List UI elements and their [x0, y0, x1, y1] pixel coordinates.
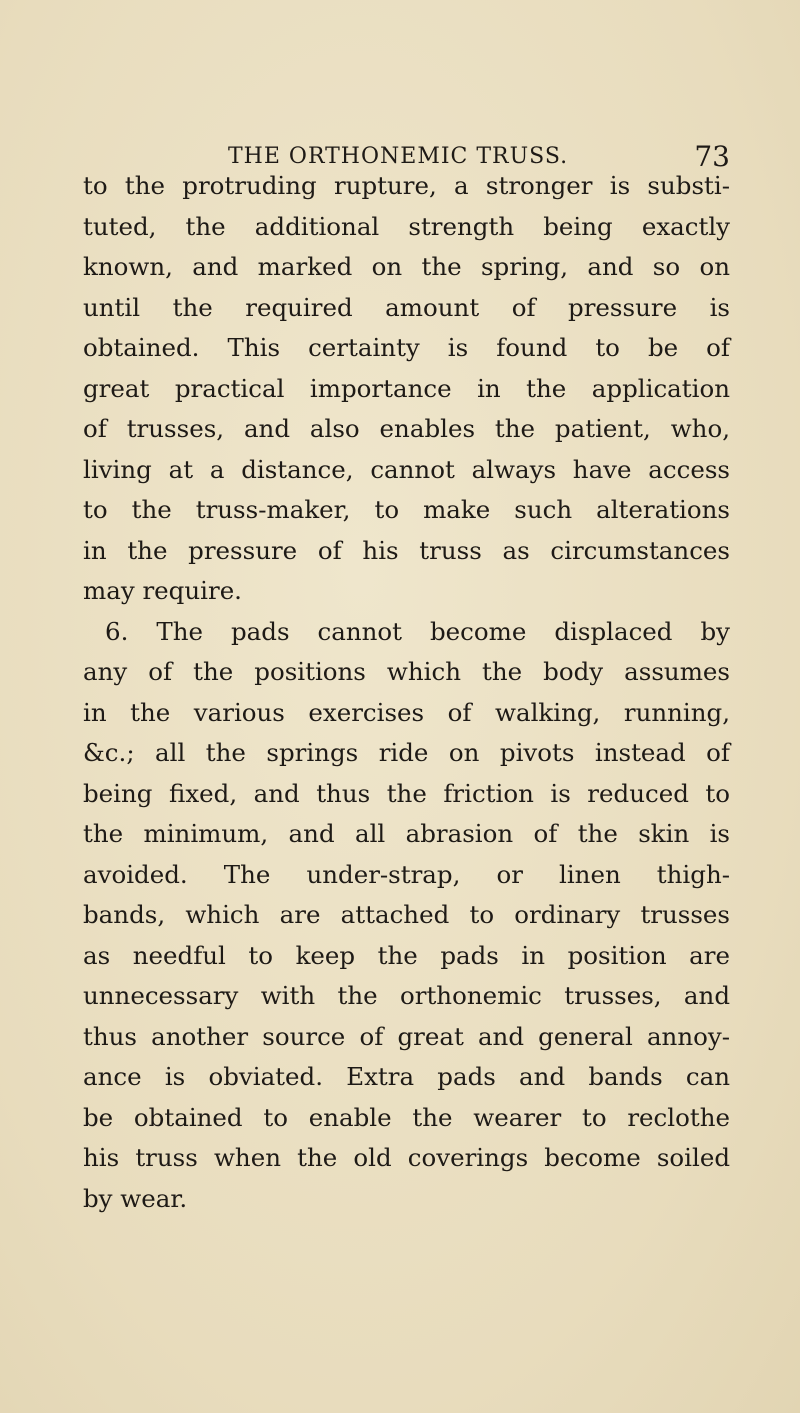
- text-line: obtained. This certainty is found to be of: [83, 333, 730, 362]
- text-line: in the pressure of his truss as circumstances: [83, 535, 730, 565]
- text-line: living at a distance, cannot always have access: [83, 454, 730, 484]
- page-number: 73: [694, 140, 730, 173]
- text-line: to the protruding rupture, a stronger is substi-: [83, 171, 730, 200]
- text-line: bands, which are attached to ordinary trusses: [83, 900, 730, 929]
- paragraph-start-line: 6. The pads cannot become displaced by: [105, 616, 730, 646]
- paragraph-end-line: by wear.: [83, 1183, 188, 1213]
- text-line: avoided. The under-strap, or linen thigh-: [83, 859, 730, 889]
- text-line: be obtained to enable the wearer to reclothe: [83, 1102, 730, 1132]
- text-line: being fixed, and thus the friction is reduced to: [83, 778, 730, 808]
- text-line: until the required amount of pressure is: [83, 292, 730, 322]
- text-line: tuted, the additional strength being exactly: [83, 211, 730, 241]
- text-line: &c.; all the springs ride on pivots instead of: [83, 738, 730, 767]
- text-line: known, and marked on the spring, and so on: [83, 252, 730, 281]
- text-line: great practical importance in the application: [83, 373, 730, 403]
- text-line: as needful to keep the pads in position are: [83, 940, 730, 970]
- text-line: to the truss-maker, to make such alterations: [83, 495, 730, 524]
- text-line: the minimum, and all abrasion of the skin is: [83, 819, 730, 848]
- text-line: his truss when the old coverings become soiled: [83, 1143, 730, 1172]
- text-line: unnecessary with the orthonemic trusses, and: [83, 981, 730, 1010]
- body-text: [83, 166, 730, 1219]
- text-line: ance is obviated. Extra pads and bands can: [83, 1062, 730, 1091]
- text-line: in the various exercises of walking, running,: [83, 697, 730, 727]
- text-line: any of the positions which the body assumes: [83, 657, 730, 686]
- text-line: thus another source of great and general annoy-: [83, 1021, 730, 1051]
- running-title: THE ORTHONEMIC TRUSS.: [228, 144, 569, 169]
- text-line: of trusses, and also enables the patient, who,: [83, 414, 730, 443]
- paragraph-end-line: may require.: [83, 576, 242, 605]
